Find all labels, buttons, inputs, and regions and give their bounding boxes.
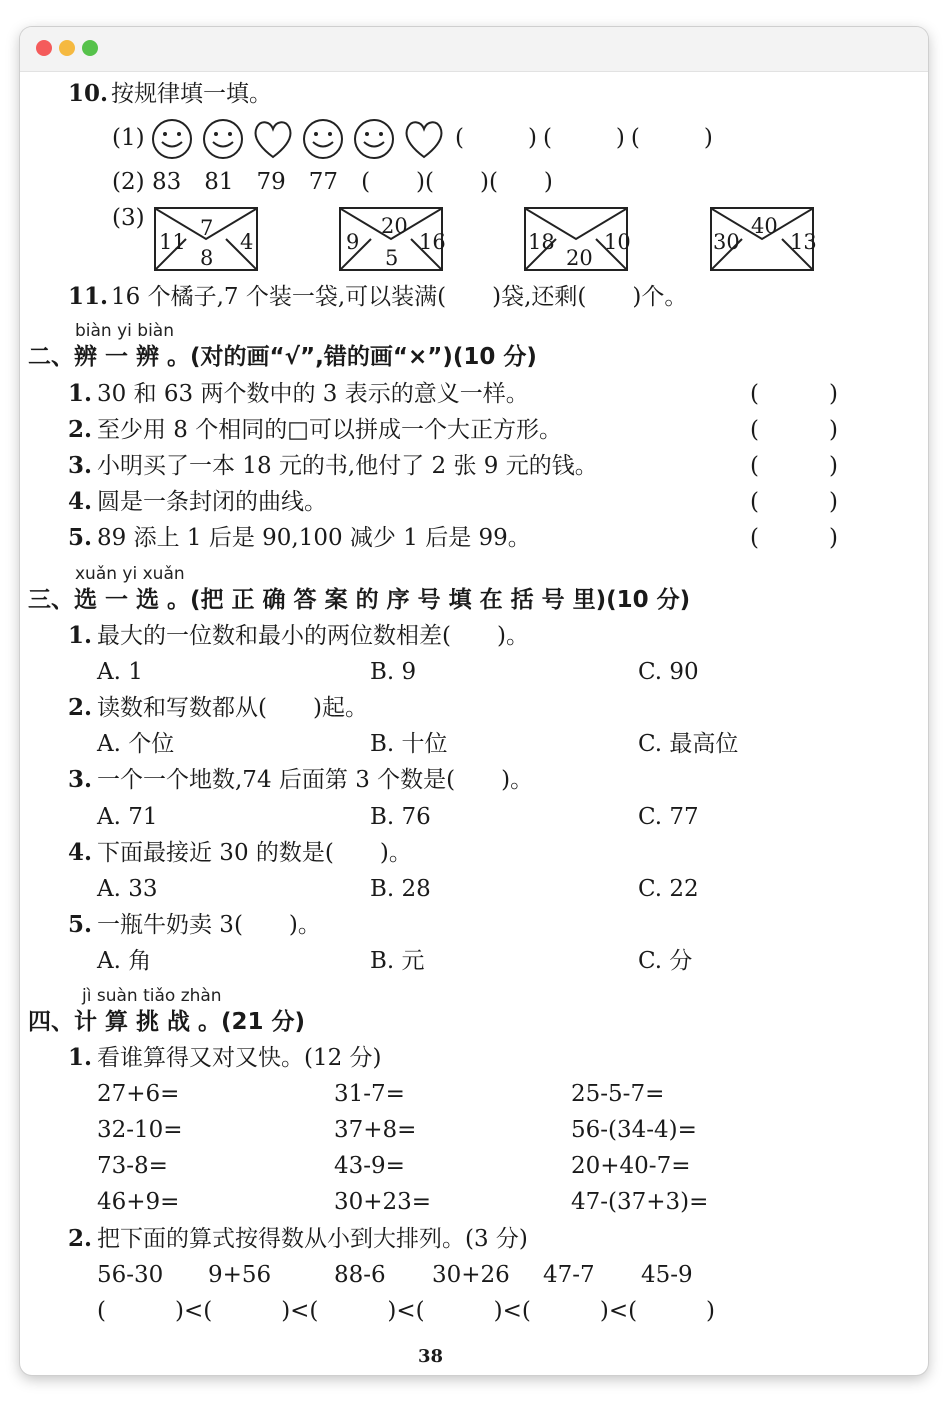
section4-title: 四、计 算 挑 战 。(21 分) — [28, 1009, 306, 1035]
envelope-bottom-number: 8 — [200, 246, 214, 270]
calc-expression[interactable]: 32-10= — [97, 1117, 183, 1143]
sec2-item-number: 5. — [68, 524, 93, 551]
option-a[interactable]: A. 33 — [97, 876, 158, 902]
calc-expression[interactable]: 37+8= — [334, 1117, 417, 1143]
calc-expression[interactable]: 43-9= — [334, 1153, 405, 1179]
envelope-1 — [154, 207, 258, 271]
calc-expression[interactable]: 27+6= — [97, 1081, 180, 1107]
envelope-bottom-number: 5 — [385, 246, 399, 270]
q10-part2-sequence: 83 81 79 77 ( )( )( ) — [152, 169, 553, 195]
option-c[interactable]: C. 22 — [638, 876, 699, 902]
sec3-item-text: 下面最接近 30 的数是( )。 — [97, 840, 412, 866]
sec2-item-number: 1. — [68, 380, 93, 407]
sec2-item-text: 小明买了一本 18 元的书,他付了 2 张 9 元的钱。 — [97, 453, 598, 479]
sec2-item-text: 圆是一条封闭的曲线。 — [97, 489, 327, 515]
calc-expression[interactable]: 47-(37+3)= — [571, 1189, 709, 1215]
q10-number: 10. — [68, 80, 109, 107]
sec2-answer-blank[interactable]: ( ) — [750, 417, 846, 443]
sec3-item-number: 1. — [68, 622, 93, 649]
calc-expression[interactable]: 20+40-7= — [571, 1153, 691, 1179]
smiley-face-icon — [201, 117, 245, 161]
option-b[interactable]: B. 元 — [370, 948, 425, 974]
q10-part1-blanks[interactable]: ( )( )( ) — [455, 125, 719, 151]
sec3-item-text: 一个一个地数,74 后面第 3 个数是( )。 — [97, 767, 534, 793]
envelope-2 — [339, 207, 446, 271]
section3-title: 三、选 一 选 。(把 正 确 答 案 的 序 号 填 在 括 号 里)(10 分) — [28, 587, 691, 613]
envelope-3 — [524, 207, 631, 271]
calc-expression[interactable]: 56-(34-4)= — [571, 1117, 697, 1143]
sort-expression: 56-30 — [97, 1262, 164, 1288]
sec3-item-text: 一瓶牛奶卖 3( )。 — [97, 912, 321, 938]
sec4-q2-title: 把下面的算式按得数从小到大排列。(3 分) — [97, 1226, 528, 1252]
option-c[interactable]: C. 最高位 — [638, 731, 739, 757]
sort-expression: 30+26 — [432, 1262, 510, 1288]
q10-part1-label: (1) — [112, 125, 145, 151]
calc-expression[interactable]: 46+9= — [97, 1189, 180, 1215]
option-a[interactable]: A. 角 — [97, 948, 152, 974]
calc-expression[interactable]: 25-5-7= — [571, 1081, 665, 1107]
sort-expression: 88-6 — [334, 1262, 386, 1288]
option-c[interactable]: C. 90 — [638, 659, 699, 685]
sec2-item-text: 89 添上 1 后是 90,100 减少 1 后是 99。 — [97, 525, 531, 551]
smiley-face-icon — [150, 117, 194, 161]
sec2-item-text: 30 和 63 两个数中的 3 表示的意义一样。 — [97, 381, 529, 407]
sec4-q2-number: 2. — [68, 1225, 93, 1252]
sec2-item-text: 至少用 8 个相同的□可以拼成一个大正方形。 — [97, 417, 562, 443]
q10-part2-label: (2) — [112, 169, 145, 195]
sec4-q1-title: 看谁算得又对又快。(12 分) — [97, 1045, 382, 1071]
section2-title: 二、辨 一 辨 。(对的画“√”,错的画“×”)(10 分) — [28, 344, 537, 370]
envelope-bottom-number: 20 — [566, 246, 593, 270]
sort-expression: 47-7 — [543, 1262, 595, 1288]
sort-expression: 45-9 — [641, 1262, 693, 1288]
sec2-answer-blank[interactable]: ( ) — [750, 489, 846, 515]
envelope-right-number: 13 — [790, 230, 817, 254]
sec2-item-number: 3. — [68, 452, 93, 479]
option-c[interactable]: C. 77 — [638, 804, 699, 830]
calc-expression[interactable]: 73-8= — [97, 1153, 168, 1179]
option-c[interactable]: C. 分 — [638, 948, 693, 974]
envelope-left-number: 9 — [346, 230, 360, 254]
sec2-answer-blank[interactable]: ( ) — [750, 453, 846, 479]
sec4-q1-number: 1. — [68, 1044, 93, 1071]
sec3-item-number: 4. — [68, 839, 93, 866]
envelope-left-number: 11 — [159, 230, 186, 254]
sec3-item-text: 最大的一位数和最小的两位数相差( )。 — [97, 623, 529, 649]
envelope-top-number: 40 — [751, 214, 778, 238]
q10-part3-label: (3) — [112, 205, 145, 231]
option-a[interactable]: A. 1 — [97, 659, 143, 685]
calc-expression[interactable]: 31-7= — [334, 1081, 405, 1107]
sort-expression: 9+56 — [208, 1262, 272, 1288]
section2-pinyin: biàn yi biàn — [75, 321, 175, 341]
option-a[interactable]: A. 71 — [97, 804, 158, 830]
smiley-face-icon — [352, 117, 396, 161]
q11-number: 11. — [68, 283, 109, 310]
calc-expression[interactable]: 30+23= — [334, 1189, 432, 1215]
sec2-answer-blank[interactable]: ( ) — [750, 381, 846, 407]
heart-icon — [251, 117, 295, 161]
section3-pinyin: xuǎn yi xuǎn — [75, 564, 185, 584]
sec3-item-number: 2. — [68, 694, 93, 721]
option-b[interactable]: B. 28 — [370, 876, 431, 902]
envelope-right-number: 4 — [240, 230, 254, 254]
page-number: 38 — [418, 1346, 444, 1367]
sec2-answer-blank[interactable]: ( ) — [750, 525, 846, 551]
option-b[interactable]: B. 十位 — [370, 731, 448, 757]
sec2-item-number: 2. — [68, 416, 93, 443]
option-b[interactable]: B. 9 — [370, 659, 417, 685]
section4-pinyin: jì suàn tiǎo zhàn — [82, 986, 222, 1006]
envelope-4 — [710, 207, 817, 271]
option-a[interactable]: A. 个位 — [97, 731, 175, 757]
sort-answer-blanks[interactable]: ( )<( )<( )<( )<( )<( ) — [97, 1298, 716, 1324]
sec2-item-number: 4. — [68, 488, 93, 515]
envelope-left-number: 18 — [528, 230, 555, 254]
sec3-item-number: 5. — [68, 911, 93, 938]
envelope-right-number: 10 — [604, 230, 631, 254]
option-b[interactable]: B. 76 — [370, 804, 431, 830]
envelope-top-number: 7 — [200, 216, 214, 240]
envelope-top-number: 20 — [381, 214, 408, 238]
q11-text: 16 个橘子,7 个装一袋,可以装满( )袋,还剩( )个。 — [111, 284, 688, 310]
envelope-left-number: 30 — [713, 230, 740, 254]
envelope-right-number: 16 — [419, 230, 446, 254]
sec3-item-text: 读数和写数都从( )起。 — [97, 695, 368, 721]
sec3-item-number: 3. — [68, 766, 93, 793]
smiley-face-icon — [301, 117, 345, 161]
heart-icon — [402, 117, 446, 161]
q10-title: 按规律填一填。 — [111, 81, 272, 107]
